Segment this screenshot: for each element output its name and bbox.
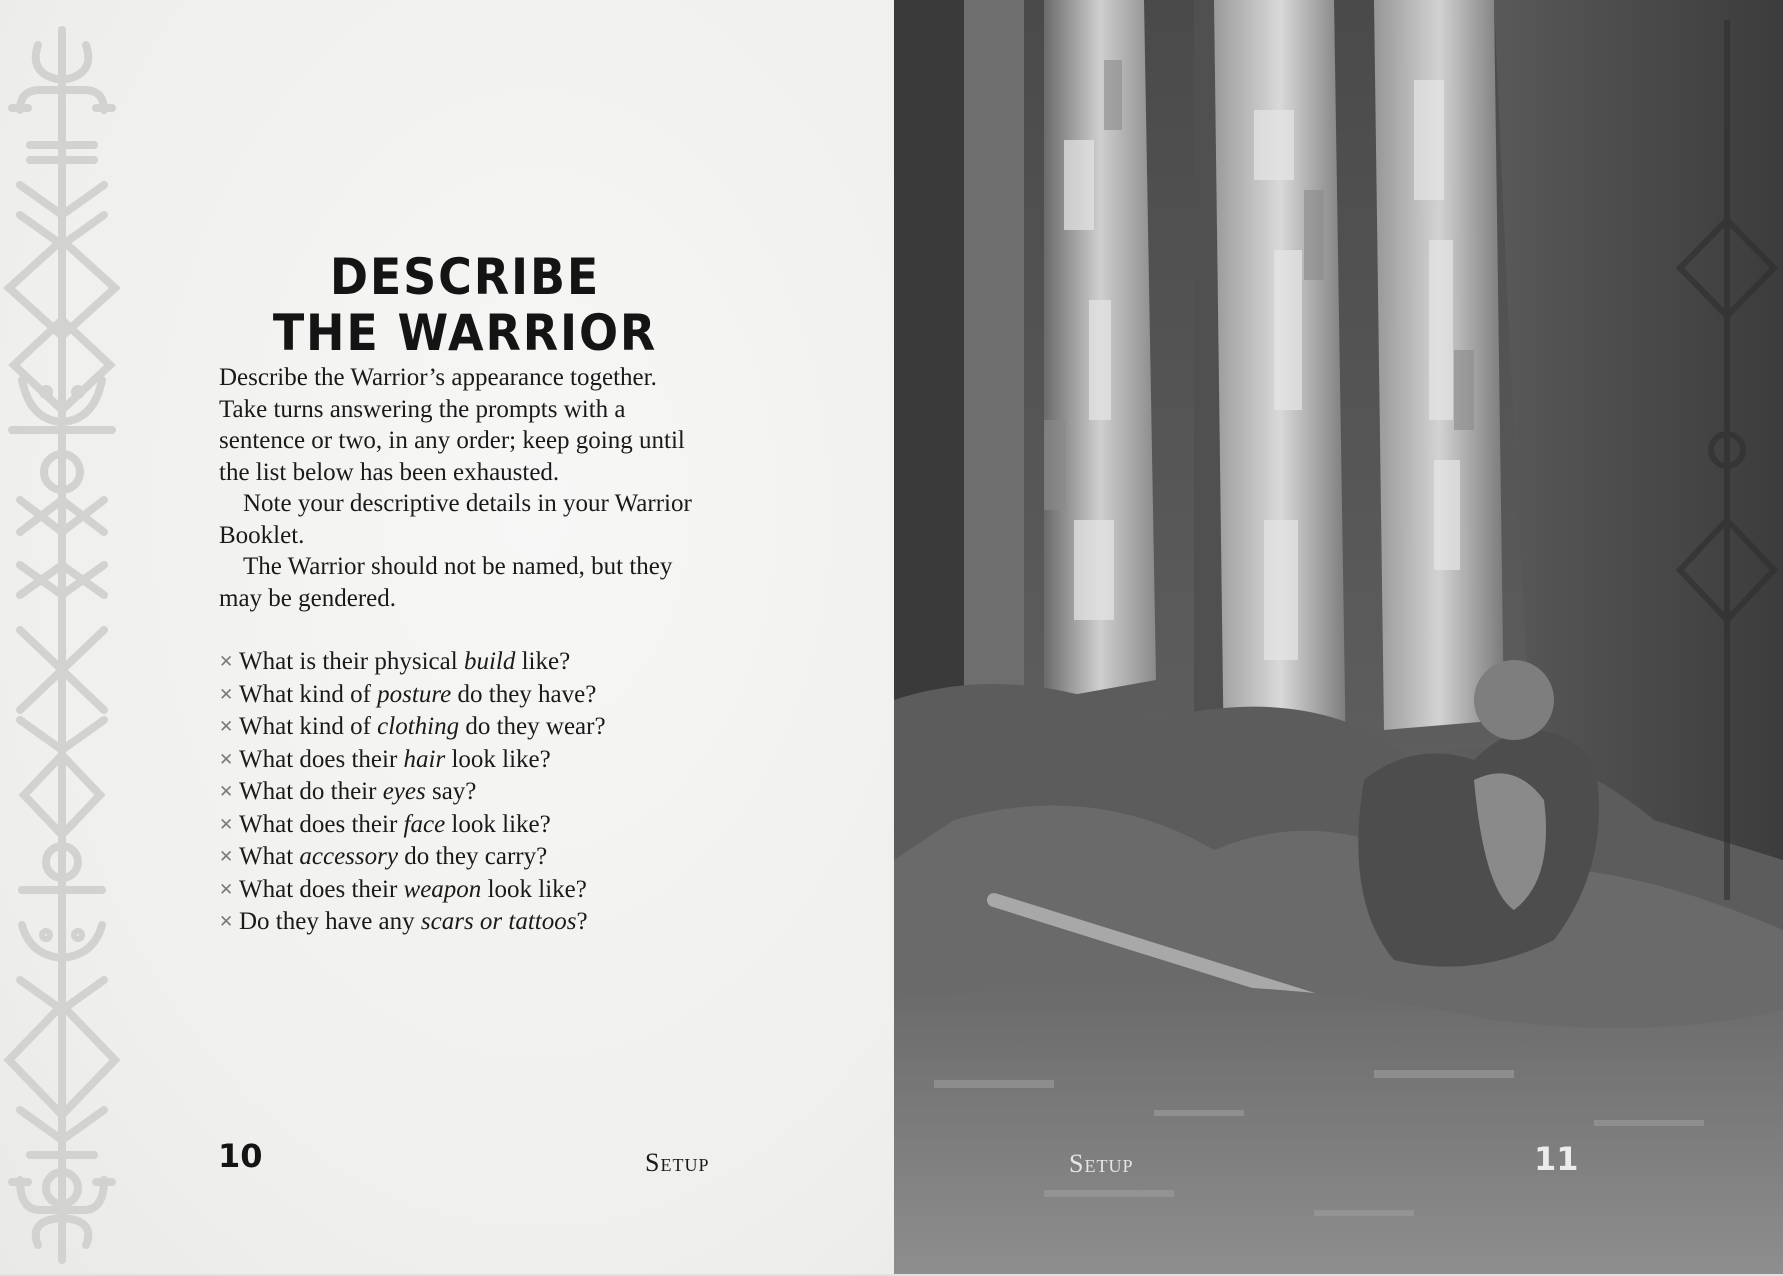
x-bullet-icon: ✕	[219, 717, 234, 737]
prompt-text: What kind of	[239, 713, 378, 740]
prompt-text: What	[239, 843, 300, 870]
prompt-emphasis: accessory	[299, 843, 398, 870]
prompt-emphasis: hair	[403, 745, 446, 773]
prompt-text: say?	[425, 778, 477, 805]
intro-paragraph: Describe the Warrior’s appearance together. Take turns answering the prompts with a sentence or two, in any order; keep going until the list below has been exhausted.	[219, 364, 685, 486]
section-label-right: Setup	[1069, 1149, 1134, 1178]
right-page	[894, 0, 1783, 1276]
prompt-emphasis: scars or tattoos	[420, 908, 577, 935]
prompt-text: do they have?	[451, 680, 597, 708]
prompt-text: do they carry?	[397, 843, 548, 870]
section-label-left: Setup	[645, 1148, 710, 1177]
prompt-text: What does their	[239, 745, 404, 773]
list-item	[219, 809, 739, 842]
prompt-emphasis: face	[403, 810, 446, 838]
x-bullet-icon: ✕	[219, 912, 234, 932]
prompt-text: Do they have any	[239, 908, 421, 935]
intro-text	[219, 362, 699, 614]
prompt-text: What does their	[239, 810, 404, 838]
x-bullet-icon: ✕	[219, 847, 234, 867]
x-bullet-icon: ✕	[219, 684, 234, 705]
intro-paragraph: The Warrior should not be named, but they may be gendered.	[219, 553, 673, 612]
prompt-emphasis: build	[463, 648, 516, 675]
prompt-text: look like?	[481, 875, 587, 903]
prompt-text: What kind of	[239, 680, 378, 708]
prompt-list	[219, 646, 739, 939]
prompt-text: do they wear?	[459, 713, 606, 740]
list-item	[219, 679, 739, 712]
prompt-emphasis: clothing	[377, 713, 460, 740]
x-bullet-icon: ✕	[219, 782, 234, 802]
list-item	[219, 841, 739, 874]
page-title	[249, 249, 681, 361]
prompt-emphasis: eyes	[382, 778, 426, 805]
x-bullet-icon: ✕	[219, 749, 234, 770]
prompt-text: What does their	[239, 875, 404, 903]
x-bullet-icon: ✕	[219, 879, 234, 900]
list-item	[219, 906, 739, 939]
page-number-right: 11	[1534, 1140, 1579, 1178]
list-item	[219, 776, 739, 809]
page-number-left: 10	[218, 1137, 263, 1175]
prompt-text: like?	[515, 648, 571, 675]
title-line-1: DESCRIBE	[329, 247, 601, 306]
forest-warrior-illustration	[894, 0, 1783, 1276]
prompt-emphasis: posture	[377, 680, 452, 708]
title-line-2: THE WARRIOR	[272, 303, 658, 362]
x-bullet-icon: ✕	[219, 814, 234, 835]
intro-paragraph: Note your descriptive details in your Warrior Booklet.	[219, 490, 692, 549]
x-bullet-icon: ✕	[219, 652, 234, 672]
prompt-text: What do their	[239, 778, 383, 805]
list-item	[219, 646, 739, 679]
list-item	[219, 744, 739, 777]
prompt-emphasis: weapon	[403, 875, 482, 903]
prompt-text: look like?	[445, 810, 551, 838]
prompt-text: ?	[576, 908, 588, 935]
list-item	[219, 711, 739, 744]
list-item	[219, 874, 739, 907]
prompt-text: What is their physical	[239, 648, 464, 675]
rune-border-decoration	[0, 20, 125, 1270]
prompt-text: look like?	[445, 745, 551, 773]
